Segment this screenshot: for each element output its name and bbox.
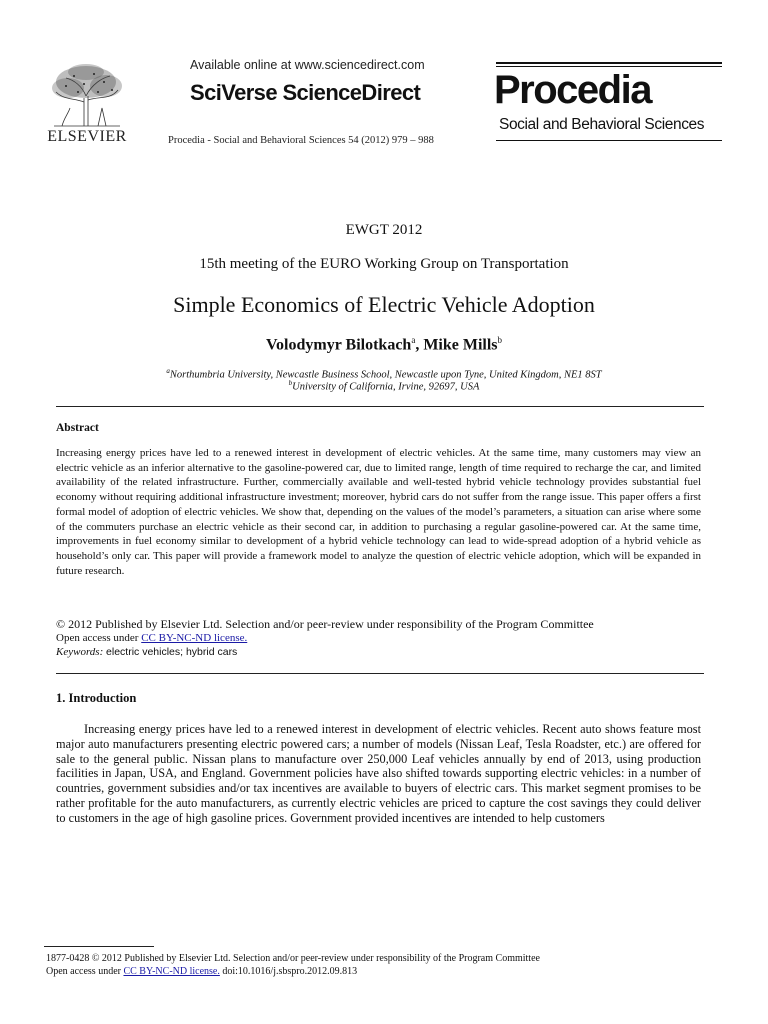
author-list [0, 335, 768, 354]
open-access-line [56, 632, 247, 644]
affiliation-text: Northumbria University, Newcastle Business School, Newcastle upon Tyne, United Kingdom, NE1 8ST [169, 369, 602, 381]
brand-rule-top [496, 62, 722, 64]
doi: doi:10.1016/j.sbspro.2012.09.813 [219, 966, 358, 977]
available-prefix: Available online at [190, 58, 295, 72]
divider [56, 673, 704, 674]
conference-name: EWGT 2012 [345, 222, 423, 238]
open-access-prefix: Open access under [56, 632, 142, 644]
author-name: Volodymyr Bilotkach [265, 336, 412, 354]
affiliation-marker: a [166, 367, 170, 375]
author-separator: , [415, 336, 424, 354]
journal-citation: Procedia - Social and Behavioral Sciences 54 (2012) 979 – 988 [168, 135, 434, 146]
introduction-paragraph: Increasing energy prices have led to a renewed interest in development of electric vehicles. Recent auto shows feature most major auto manufacturers presenting electric powered cars; a number of models (Nissan Leaf, Tesla Roadster, etc.) are offered for sale to the general public. Nissan plans to manufacture over 250,000 Leaf vehicles annually by end of 2013, using production facilities in Japan, USA, and England. Government policies have also shifted towards supporting electric vehicles: in a number of countries, government subsidies and/or tax incentives are available to buyers of electric cars. This market segment promises to be rather profitable for the auto manufacturers, as currently electric vehicles are priced to capture the cost savings they could deliver to customers in the age of high gasoline prices. Government provided incentives are intended to help customers [56, 722, 701, 825]
license-link[interactable]: CC BY-NC-ND license. [141, 632, 248, 644]
paper-title: Simple Economics of Electric Vehicle Adoption [173, 292, 595, 317]
brand-rule-bottom [496, 140, 722, 141]
platform-name: SciVerse ScienceDirect [190, 80, 421, 105]
keywords-value: electric vehicles; hybrid cars [106, 646, 238, 658]
affiliation-2 [0, 379, 768, 393]
footer-copyright: 1877-0428 © 2012 Published by Elsevier Ltd. Selection and/or peer-review under responsibility of the Program Committee [46, 953, 540, 964]
brand-rule-top-thin [496, 66, 722, 67]
affiliation-marker: a [411, 335, 416, 345]
copyright-line: © 2012 Published by Elsevier Ltd. Selection and/or peer-review under responsibility of the Program Committee [56, 617, 594, 631]
journal-brand: Procedia [494, 68, 651, 112]
journal-brand-subtitle: Social and Behavioral Sciences [499, 116, 705, 133]
sciencedirect-link[interactable]: www.sciencedirect.com [294, 58, 425, 72]
keywords-line [56, 646, 237, 658]
footer-license-link[interactable]: CC BY-NC-ND license. [123, 966, 220, 977]
abstract-heading: Abstract [56, 422, 99, 434]
abstract-text: Increasing energy prices have led to a renewed interest in development of electric vehicles. At the same time, many customers may view an electric vehicle as an inferior alternative to the gasoline-powered car, due to limited range, length of time required to recharge the car, and limited availability of the related infrastructure. Further, commercially available and well-tested hybrid vehicle technology provides substantial fuel economy without requiring additional infrastructure investment; moreover, hybrid cars do not suffer from the range issue. This paper offers a first formal model of adoption of electric vehicles. We show that, depending on the values of the model’s parameters, a situation can arise where some of the commuters purchase an electric vehicle as their second car, in addition to purchasing a regular gasoline-powered car. At the same time, improvements in fuel economy similar to development of a hybrid vehicle technology can lead to wide-spread adoption of a hybrid vehicle as household’s only car. This paper will provide a framework model to analyze the question of electric vehicle adoption, which will be expanded in future research. [56, 447, 701, 577]
author-name: Mike Mills [423, 336, 498, 354]
affiliation-text: University of California, Irvine, 92697, USA [292, 381, 480, 393]
footnote-rule [44, 946, 154, 947]
section-heading-introduction: 1. Introduction [56, 691, 137, 705]
availability-line [190, 58, 425, 72]
footer-open-access-prefix: Open access under [46, 966, 124, 977]
affiliation-marker: b [288, 379, 293, 387]
divider [56, 406, 704, 407]
affiliation-marker: b [497, 335, 503, 345]
footer-license-doi [46, 966, 357, 977]
elsevier-wordmark: ELSEVIER [47, 128, 127, 145]
meeting-name: 15th meeting of the EURO Working Group on Transportation [199, 256, 569, 272]
keywords-label: Keywords: [56, 646, 104, 658]
